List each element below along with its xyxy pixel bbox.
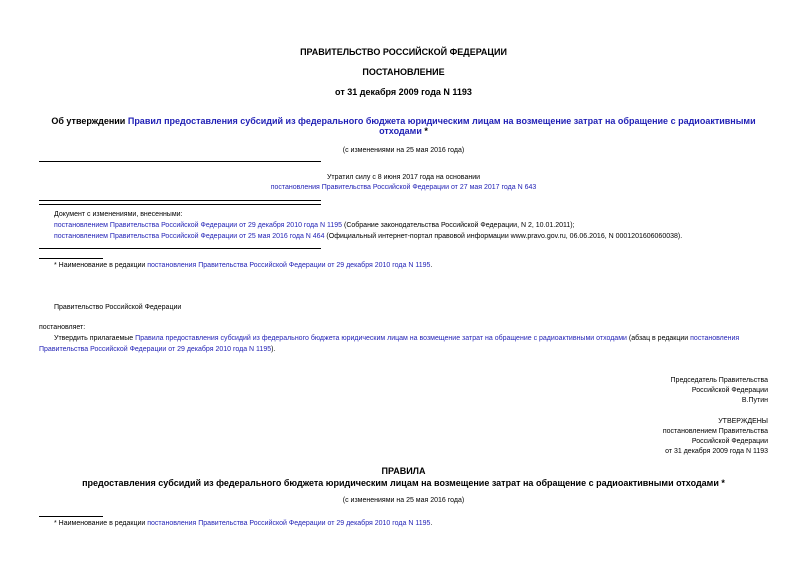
approve-mid: (абзац в редакции [626, 335, 691, 342]
footnote-2-suffix: . [430, 520, 433, 527]
approved-heading: УТВЕРЖДЕНЫ [718, 418, 768, 425]
title-suffix: * [421, 126, 428, 136]
approve-paragraph-line2 [39, 346, 275, 353]
approved-date: от 31 декабря 2009 года N 1193 [665, 448, 768, 455]
divider [39, 161, 321, 162]
title-prefix: Об утверждении [51, 116, 128, 126]
government-heading: ПРАВИТЕЛЬСТВО РОССИЙСКОЙ ФЕДЕРАЦИИ [300, 47, 507, 57]
changes-item-2 [54, 233, 682, 240]
title-link-cont[interactable]: отходами [379, 126, 422, 136]
signature-country: Российской Федерации [691, 387, 768, 394]
changes-item-1-text: (Собрание законодательства Российской Федерации, N 2, 10.01.2011); [342, 222, 575, 229]
rules-subtitle: предоставления субсидий из федерального бюджета юридическим лицам на возмещение затрат на обращение с радиоактивными отходами * [82, 478, 725, 488]
document-type: ПОСТАНОВЛЕНИЕ [362, 67, 445, 77]
changes-item-1-link[interactable]: постановлением Правительства Российской Федерации от 29 декабря 2010 года N 1195 [54, 222, 343, 229]
footnote-2-link[interactable]: постановления Правительства Российской Федерации от 29 декабря 2010 года N 1195 [147, 520, 431, 527]
footnote-1 [54, 262, 432, 269]
government-line: Правительство Российской Федерации [54, 304, 182, 311]
divider [39, 200, 321, 201]
signature-name: В.Путин [741, 397, 768, 404]
approved-by: постановлением Правительства [662, 428, 768, 435]
approve-rules-link[interactable]: Правила предоставления субсидий из федерального бюджета юридическим лицам на возмещение затрат на обращение с радиоактивными отходами [135, 335, 627, 342]
approve-paragraph [54, 335, 739, 342]
footnote-2-prefix: * Наименование в редакции [54, 520, 148, 527]
footnote-1-prefix: * Наименование в редакции [54, 262, 148, 269]
footnote-rule [39, 258, 103, 259]
amendment-note: (с изменениями на 25 мая 2016 года) [342, 147, 465, 154]
rules-amendment-note: (с изменениями на 25 мая 2016 года) [342, 497, 465, 504]
approve-end: ). [271, 346, 276, 353]
footnote-rule [39, 516, 103, 517]
changes-item-2-text: (Официальный интернет-портал правовой информации www.pravo.gov.ru, 06.06.2016, N 0001201606060038). [324, 233, 683, 240]
signature-title: Председатель Правительства [670, 377, 768, 384]
footnote-1-suffix: . [430, 262, 433, 269]
changes-intro: Документ с изменениями, внесенными: [54, 211, 183, 218]
approve-decree-link-cont[interactable]: Правительства Российской Федерации от 29 декабря 2010 года N 1195 [39, 346, 272, 353]
expired-note: Утратил силу с 8 июня 2017 года на основании [326, 174, 481, 181]
footnote-2 [54, 520, 432, 527]
document-date: от 31 декабря 2009 года N 1193 [335, 87, 472, 97]
approve-decree-link[interactable]: постановления [690, 335, 740, 342]
footnote-1-link[interactable]: постановления Правительства Российской Федерации от 29 декабря 2010 года N 1195 [147, 262, 431, 269]
rules-title: ПРАВИЛА [381, 466, 426, 476]
divider [39, 204, 321, 205]
expired-link[interactable]: постановления Правительства Российской Федерации от 27 мая 2017 года N 643 [270, 184, 537, 191]
changes-item-2-link[interactable]: постановлением Правительства Российской Федерации от 25 мая 2016 года N 464 [54, 233, 325, 240]
approve-prefix: Утвердить прилагаемые [54, 335, 136, 342]
approved-country: Российской Федерации [691, 438, 768, 445]
title-link[interactable]: Правил предоставления субсидий из федерального бюджета юридическим лицам на возмещение затрат на обращение с радиоактивными [127, 116, 756, 126]
expired-link-line [0, 184, 807, 191]
document-title [0, 116, 807, 126]
document-title-line2 [0, 126, 807, 136]
resolves-line: постановляет: [39, 324, 86, 331]
divider [39, 248, 321, 249]
changes-item-1 [54, 222, 575, 229]
